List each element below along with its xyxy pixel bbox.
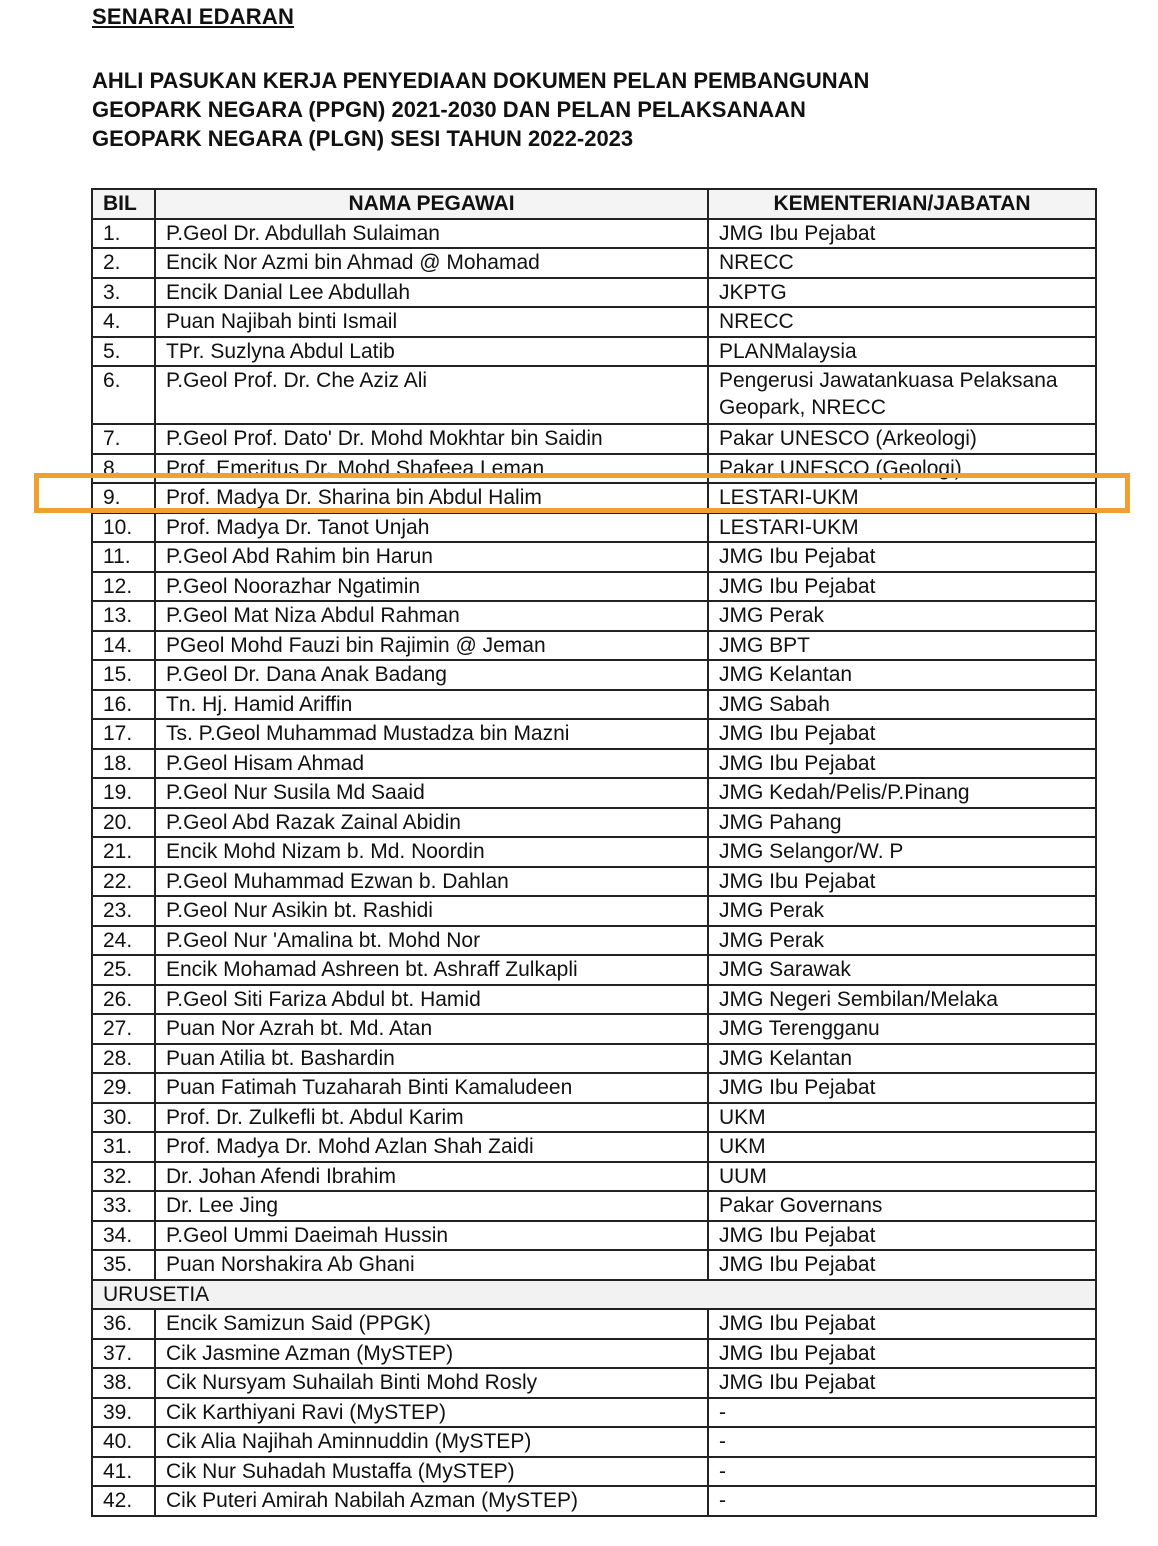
department: LESTARI-UKM xyxy=(708,513,1096,543)
officer-name: P.Geol Nur Asikin bt. Rashidi xyxy=(155,896,708,926)
row-number: 38. xyxy=(92,1368,155,1398)
row-number: 34. xyxy=(92,1221,155,1251)
title-line: AHLI PASUKAN KERJA PENYEDIAAN DOKUMEN PELAN PEMBANGUNAN xyxy=(92,68,870,93)
officer-name: P.Geol Abd Razak Zainal Abidin xyxy=(155,808,708,838)
officer-name: PGeol Mohd Fauzi bin Rajimin @ Jeman xyxy=(155,631,708,661)
document-heading: SENARAI EDARAN xyxy=(92,4,295,29)
header-nama-pegawai: NAMA PEGAWAI xyxy=(155,189,708,219)
row-number: 29. xyxy=(92,1073,155,1103)
distribution-table xyxy=(91,188,1097,1517)
section-row xyxy=(92,1280,1096,1310)
officer-name: TPr. Suzlyna Abdul Latib xyxy=(155,337,708,367)
officer-name: Tn. Hj. Hamid Ariffin xyxy=(155,690,708,720)
row-number: 13. xyxy=(92,601,155,631)
officer-name: P.Geol Dr. Abdullah Sulaiman xyxy=(155,219,708,249)
department: LESTARI-UKM xyxy=(708,483,1096,513)
row-number: 15. xyxy=(92,660,155,690)
officer-name: Cik Puteri Amirah Nabilah Azman (MySTEP) xyxy=(155,1486,708,1516)
row-number: 8. xyxy=(92,454,155,484)
row-number: 7. xyxy=(92,424,155,454)
table-row xyxy=(92,219,1096,249)
table-row xyxy=(92,542,1096,572)
table-row xyxy=(92,719,1096,749)
officer-name: Encik Danial Lee Abdullah xyxy=(155,278,708,308)
department: JMG Negeri Sembilan/Melaka xyxy=(708,985,1096,1015)
officer-name: Cik Nur Suhadah Mustaffa (MySTEP) xyxy=(155,1457,708,1487)
row-number: 35. xyxy=(92,1250,155,1280)
table-row xyxy=(92,1162,1096,1192)
row-number: 19. xyxy=(92,778,155,808)
officer-name: Prof. Emeritus Dr. Mohd Shafeea Leman xyxy=(155,454,708,484)
officer-name: Prof. Madya Dr. Sharina bin Abdul Halim xyxy=(155,483,708,513)
department: JMG Ibu Pejabat xyxy=(708,719,1096,749)
row-number: 22. xyxy=(92,867,155,897)
table-header-row xyxy=(92,189,1096,219)
table-row xyxy=(92,513,1096,543)
table-row xyxy=(92,778,1096,808)
row-number: 33. xyxy=(92,1191,155,1221)
department: JMG Perak xyxy=(708,896,1096,926)
table-row xyxy=(92,1250,1096,1280)
document-title xyxy=(92,66,1092,153)
row-number: 10. xyxy=(92,513,155,543)
row-number: 12. xyxy=(92,572,155,602)
officer-name: P.Geol Prof. Dr. Che Aziz Ali xyxy=(155,366,708,424)
department: UKM xyxy=(708,1103,1096,1133)
row-number: 6. xyxy=(92,366,155,424)
officer-name: P.Geol Siti Fariza Abdul bt. Hamid xyxy=(155,985,708,1015)
header-bil: BIL xyxy=(92,189,155,219)
officer-name: P.Geol Mat Niza Abdul Rahman xyxy=(155,601,708,631)
table-row xyxy=(92,955,1096,985)
table-row xyxy=(92,278,1096,308)
row-number: 21. xyxy=(92,837,155,867)
table-row xyxy=(92,483,1096,513)
officer-name: P.Geol Noorazhar Ngatimin xyxy=(155,572,708,602)
row-number: 27. xyxy=(92,1014,155,1044)
department: Pakar Governans xyxy=(708,1191,1096,1221)
table-row xyxy=(92,572,1096,602)
row-number: 1. xyxy=(92,219,155,249)
department: JKPTG xyxy=(708,278,1096,308)
department: JMG Ibu Pejabat xyxy=(708,1339,1096,1369)
row-number: 3. xyxy=(92,278,155,308)
table-row xyxy=(92,1132,1096,1162)
officer-name: Cik Karthiyani Ravi (MySTEP) xyxy=(155,1398,708,1428)
row-number: 26. xyxy=(92,985,155,1015)
table-row xyxy=(92,867,1096,897)
row-number: 14. xyxy=(92,631,155,661)
table-row xyxy=(92,1044,1096,1074)
table-row xyxy=(92,454,1096,484)
department: JMG Ibu Pejabat xyxy=(708,1309,1096,1339)
officer-name: Encik Mohd Nizam b. Md. Noordin xyxy=(155,837,708,867)
row-number: 28. xyxy=(92,1044,155,1074)
department: JMG Ibu Pejabat xyxy=(708,1250,1096,1280)
row-number: 37. xyxy=(92,1339,155,1369)
row-number: 32. xyxy=(92,1162,155,1192)
table-row xyxy=(92,1103,1096,1133)
row-number: 17. xyxy=(92,719,155,749)
department: NRECC xyxy=(708,248,1096,278)
officer-name: Encik Nor Azmi bin Ahmad @ Mohamad xyxy=(155,248,708,278)
row-number: 5. xyxy=(92,337,155,367)
officer-name: P.Geol Muhammad Ezwan b. Dahlan xyxy=(155,867,708,897)
officer-name: P.Geol Dr. Dana Anak Badang xyxy=(155,660,708,690)
row-number: 4. xyxy=(92,307,155,337)
row-number: 42. xyxy=(92,1486,155,1516)
table-row xyxy=(92,307,1096,337)
department: UKM xyxy=(708,1132,1096,1162)
table-row xyxy=(92,690,1096,720)
officer-name: Cik Alia Najihah Aminnuddin (MySTEP) xyxy=(155,1427,708,1457)
officer-name: P.Geol Hisam Ahmad xyxy=(155,749,708,779)
table-row xyxy=(92,1191,1096,1221)
table-row xyxy=(92,1073,1096,1103)
officer-name: Ts. P.Geol Muhammad Mustadza bin Mazni xyxy=(155,719,708,749)
table-row xyxy=(92,366,1096,424)
officer-name: Puan Fatimah Tuzaharah Binti Kamaludeen xyxy=(155,1073,708,1103)
department: PLANMalaysia xyxy=(708,337,1096,367)
row-number: 40. xyxy=(92,1427,155,1457)
row-number: 41. xyxy=(92,1457,155,1487)
table-row xyxy=(92,985,1096,1015)
row-number: 39. xyxy=(92,1398,155,1428)
table-row xyxy=(92,1398,1096,1428)
department: - xyxy=(708,1486,1096,1516)
table-row xyxy=(92,1221,1096,1251)
officer-name: Prof. Madya Dr. Mohd Azlan Shah Zaidi xyxy=(155,1132,708,1162)
officer-name: Puan Norshakira Ab Ghani xyxy=(155,1250,708,1280)
table-row xyxy=(92,631,1096,661)
department: JMG Terengganu xyxy=(708,1014,1096,1044)
department: JMG Ibu Pejabat xyxy=(708,1073,1096,1103)
department: JMG Ibu Pejabat xyxy=(708,749,1096,779)
table-row xyxy=(92,837,1096,867)
section-label: URUSETIA xyxy=(92,1280,1096,1310)
officer-name: Cik Jasmine Azman (MySTEP) xyxy=(155,1339,708,1369)
officer-name: Puan Najibah binti Ismail xyxy=(155,307,708,337)
table-row xyxy=(92,926,1096,956)
officer-name: Encik Mohamad Ashreen bt. Ashraff Zulkapli xyxy=(155,955,708,985)
department: JMG Ibu Pejabat xyxy=(708,542,1096,572)
row-number: 36. xyxy=(92,1309,155,1339)
department: JMG Ibu Pejabat xyxy=(708,572,1096,602)
row-number: 25. xyxy=(92,955,155,985)
department: UUM xyxy=(708,1162,1096,1192)
department: - xyxy=(708,1457,1096,1487)
officer-name: P.Geol Prof. Dato' Dr. Mohd Mokhtar bin Saidin xyxy=(155,424,708,454)
table-row xyxy=(92,601,1096,631)
department: JMG Pahang xyxy=(708,808,1096,838)
title-line: GEOPARK NEGARA (PLGN) SESI TAHUN 2022-2023 xyxy=(92,126,634,151)
officer-name: Prof. Dr. Zulkefli bt. Abdul Karim xyxy=(155,1103,708,1133)
row-number: 18. xyxy=(92,749,155,779)
department: JMG Sabah xyxy=(708,690,1096,720)
department: JMG Kelantan xyxy=(708,660,1096,690)
header-kementerian-jabatan: KEMENTERIAN/JABATAN xyxy=(708,189,1096,219)
officer-name: P.Geol Nur Susila Md Saaid xyxy=(155,778,708,808)
row-number: 24. xyxy=(92,926,155,956)
row-number: 16. xyxy=(92,690,155,720)
department: JMG Kelantan xyxy=(708,1044,1096,1074)
department: JMG Ibu Pejabat xyxy=(708,1221,1096,1251)
table-row xyxy=(92,1309,1096,1339)
row-number: 9. xyxy=(92,483,155,513)
officer-name: Puan Atilia bt. Bashardin xyxy=(155,1044,708,1074)
department: - xyxy=(708,1427,1096,1457)
officer-name: Encik Samizun Said (PPGK) xyxy=(155,1309,708,1339)
table-row xyxy=(92,749,1096,779)
officer-name: Dr. Lee Jing xyxy=(155,1191,708,1221)
table-row xyxy=(92,808,1096,838)
table-row xyxy=(92,1457,1096,1487)
officer-name: P.Geol Abd Rahim bin Harun xyxy=(155,542,708,572)
table-row xyxy=(92,337,1096,367)
table-row xyxy=(92,248,1096,278)
row-number: 2. xyxy=(92,248,155,278)
officer-name: Dr. Johan Afendi Ibrahim xyxy=(155,1162,708,1192)
department: JMG BPT xyxy=(708,631,1096,661)
table-row xyxy=(92,1486,1096,1516)
department: JMG Kedah/Pelis/P.Pinang xyxy=(708,778,1096,808)
department: Pengerusi Jawatankuasa Pelaksana Geopark, NRECC xyxy=(708,366,1096,424)
department: - xyxy=(708,1398,1096,1428)
department: JMG Selangor/W. P xyxy=(708,837,1096,867)
row-number: 31. xyxy=(92,1132,155,1162)
row-number: 20. xyxy=(92,808,155,838)
row-number: 30. xyxy=(92,1103,155,1133)
department: JMG Ibu Pejabat xyxy=(708,1368,1096,1398)
table-row xyxy=(92,424,1096,454)
table-row xyxy=(92,1427,1096,1457)
department: JMG Ibu Pejabat xyxy=(708,219,1096,249)
title-line: GEOPARK NEGARA (PPGN) 2021-2030 DAN PELAN PELAKSANAAN xyxy=(92,97,806,122)
table-row xyxy=(92,1368,1096,1398)
department: Pakar UNESCO (Geologi) xyxy=(708,454,1096,484)
table-row xyxy=(92,1014,1096,1044)
department: JMG Perak xyxy=(708,926,1096,956)
department: JMG Ibu Pejabat xyxy=(708,867,1096,897)
officer-name: Cik Nursyam Suhailah Binti Mohd Rosly xyxy=(155,1368,708,1398)
department: Pakar UNESCO (Arkeologi) xyxy=(708,424,1096,454)
table-body xyxy=(92,219,1096,1516)
department: NRECC xyxy=(708,307,1096,337)
table-row xyxy=(92,1339,1096,1369)
officer-name: P.Geol Nur 'Amalina bt. Mohd Nor xyxy=(155,926,708,956)
officer-name: P.Geol Ummi Daeimah Hussin xyxy=(155,1221,708,1251)
officer-name: Puan Nor Azrah bt. Md. Atan xyxy=(155,1014,708,1044)
officer-name: Prof. Madya Dr. Tanot Unjah xyxy=(155,513,708,543)
table-row xyxy=(92,660,1096,690)
department: JMG Sarawak xyxy=(708,955,1096,985)
table-row xyxy=(92,896,1096,926)
department: JMG Perak xyxy=(708,601,1096,631)
row-number: 23. xyxy=(92,896,155,926)
row-number: 11. xyxy=(92,542,155,572)
